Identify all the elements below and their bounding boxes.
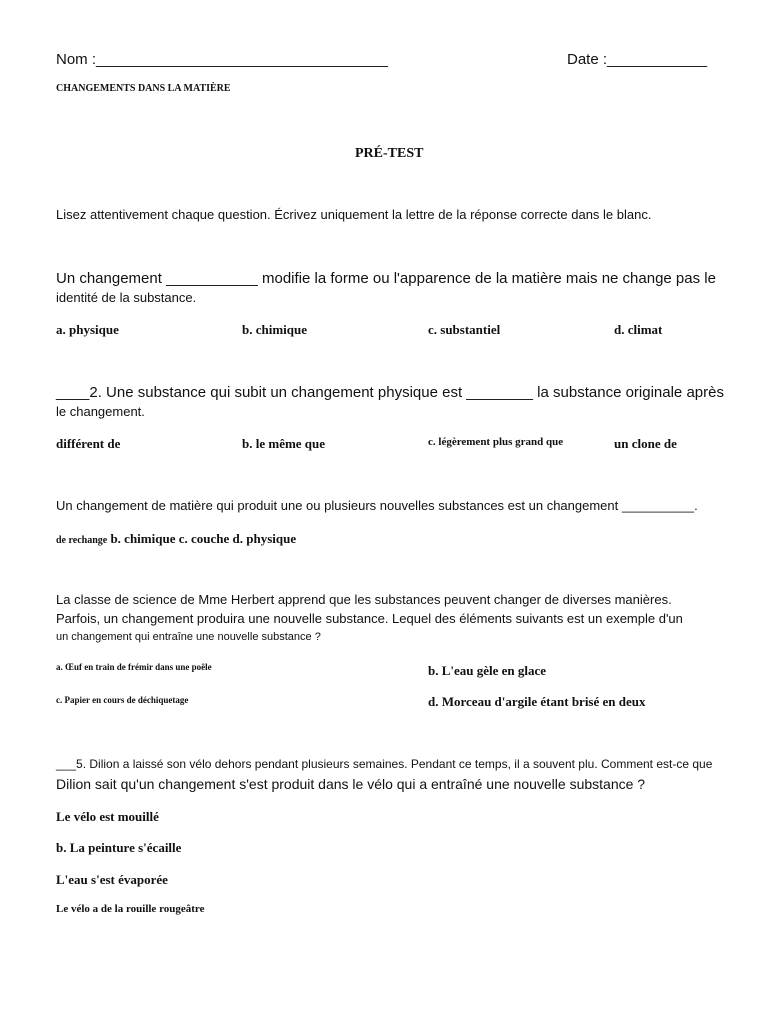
question-3-option-a: de rechange [56,535,108,546]
question-2-option-d: un clone de [614,436,677,451]
question-4-option-c: c. Papier en cours de déchiquetage [56,695,189,705]
question-5-option-c: L'eau s'est évaporée [56,872,168,887]
question-3-line-1: Un changement de matière qui produit une ou plusieurs nouvelles substances est un changement __________. [56,498,698,513]
question-2-line-1: ____2. Une substance qui subit un changement physique est ________ la substance originale après [56,384,724,401]
instructions-text: Lisez attentivement chaque question. Écrivez uniquement la lettre de la réponse correcte dans le blanc. [56,207,652,222]
question-4-option-b: b. L'eau gèle en glace [428,663,547,678]
question-2-option-a: différent de [56,436,121,451]
question-5-option-b: b. La peinture s'écaille [56,840,182,855]
question-1-option-d: d. climat [614,322,663,337]
subject-heading: CHANGEMENTS DANS LA MATIÈRE [56,83,231,94]
question-1-option-c: c. substantiel [428,322,501,337]
question-5-option-d: Le vélo a de la rouille rougeâtre [56,903,205,915]
question-2-line-2: le changement. [56,404,145,419]
question-4-line-2: Parfois, un changement produira une nouvelle substance. Lequel des éléments suivants est un exemple d'un [56,611,683,626]
question-5-line-1: ___5. Dilion a laissé son vélo dehors pendant plusieurs semaines. Pendant ce temps, il a souvent plu. Comment est-ce que [56,757,713,771]
question-5-line-2: Dilion sait qu'un changement s'est produit dans le vélo qui a entraîné une nouvelle substance ? [56,776,646,792]
question-1-line-1: Un changement ___________ modifie la forme ou l'apparence de la matière mais ne change pas le [56,270,716,287]
question-5-option-a: Le vélo est mouillé [56,809,159,824]
question-1-line-2: identité de la substance. [56,290,197,305]
name-field-label: Nom :___________________________________ [56,51,388,68]
question-1-option-a: a. physique [56,322,119,337]
date-field-label: Date :____________ [567,51,708,68]
page-title: PRÉ-TEST [355,146,424,161]
question-4-line-1: La classe de science de Mme Herbert apprend que les substances peuvent changer de diverses manières. [56,592,672,607]
question-3-options [56,531,296,547]
question-4-option-a: a. Œuf en train de frémir dans une poêle [56,662,212,672]
question-1-option-b: b. chimique [242,322,308,337]
question-3-options-rest: b. chimique c. couche d. physique [110,531,297,546]
question-2-option-c: c. légèrement plus grand que [428,436,564,448]
question-2-option-b: b. le même que [242,436,326,451]
question-4-option-d: d. Morceau d'argile étant brisé en deux [428,694,646,709]
question-4-line-3: un changement qui entraîne une nouvelle substance ? [56,631,321,643]
